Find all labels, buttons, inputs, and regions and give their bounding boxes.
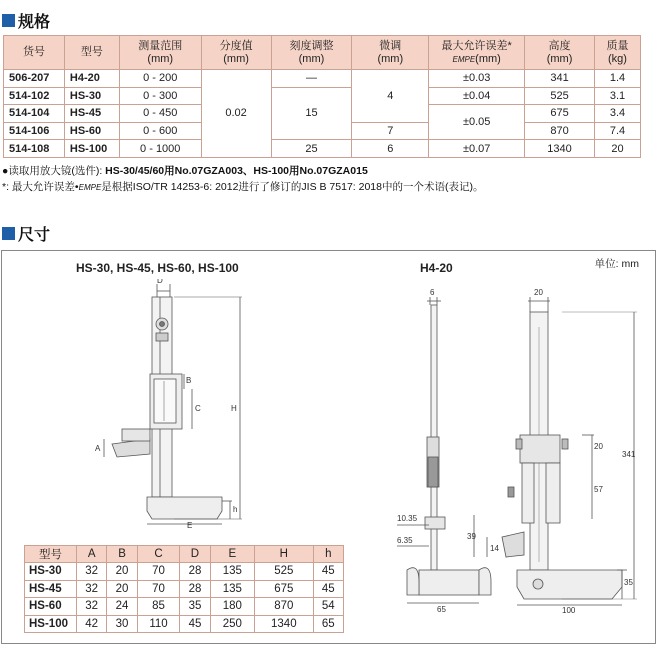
cell-code: 514-108 [4, 140, 65, 158]
dim-cell-model: HS-60 [25, 598, 77, 616]
dim-cell: 45 [313, 563, 343, 581]
dim-cell: 250 [210, 615, 254, 633]
dim-col-model: 型号 [25, 546, 77, 563]
dim-cell: 180 [210, 598, 254, 616]
spec-title-text: 规格 [18, 12, 51, 31]
spec-row [4, 87, 641, 105]
cell-fine-adj: 7 [352, 122, 429, 140]
dimension-table [24, 545, 344, 633]
note-magnifier-label: ●读取用放大镜(选件): [2, 165, 106, 177]
dim-cell: 525 [255, 563, 314, 581]
left-drawing-label: HS-30, HS-45, HS-60, HS-100 [76, 261, 239, 275]
dim-row [25, 615, 344, 633]
dim-cell: 42 [77, 615, 107, 633]
callout-20: 20 [594, 442, 603, 451]
callout-A: A [95, 444, 101, 453]
callout-H: H [231, 404, 237, 413]
dim-col-H: H [255, 546, 314, 563]
cell-range: 0 - 600 [119, 122, 201, 140]
callout-39: 39 [467, 532, 476, 541]
col-error: 最大允许误差* EMPE(mm) [429, 36, 525, 70]
dim-cell: 28 [180, 580, 210, 598]
dim-cell: 54 [313, 598, 343, 616]
col-code: 货号 [4, 36, 65, 70]
dim-cell: 870 [255, 598, 314, 616]
dim-cell: 24 [107, 598, 137, 616]
callout-E: E [187, 521, 193, 529]
callout-D: D [157, 279, 163, 285]
cell-model: H4-20 [64, 70, 119, 88]
cell-error: ±0.03 [429, 70, 525, 88]
cell-scale-adj: — [271, 70, 352, 88]
dims-section-title [2, 222, 50, 245]
dim-cell-model: HS-100 [25, 615, 77, 633]
dim-cell: 85 [137, 598, 180, 616]
callout-10-35: 10.35 [397, 514, 418, 523]
callout-100: 100 [562, 606, 576, 615]
note-empe-a: *: 最大允许误差• [2, 181, 79, 193]
dim-cell: 32 [77, 563, 107, 581]
unit-label: 单位: mm [594, 258, 639, 270]
callout-35: 35 [624, 578, 633, 587]
h4-front-drawing [462, 287, 642, 617]
col-height: 高度 (mm) [525, 36, 595, 70]
cell-mass: 20 [594, 140, 640, 158]
col-range: 测量范围 (mm) [119, 36, 201, 70]
cell-error: ±0.05 [429, 105, 525, 140]
dim-cell: 32 [77, 580, 107, 598]
right-drawing-label: H4-20 [420, 261, 453, 275]
callout-6-35: 6.35 [397, 536, 413, 545]
col-scale-adj: 刻度调整 (mm) [271, 36, 352, 70]
note-empe-sub: EMPE [78, 183, 102, 192]
callout-14: 14 [490, 544, 499, 553]
dim-col-A: A [77, 546, 107, 563]
cell-model: HS-100 [64, 140, 119, 158]
cell-mass: 1.4 [594, 70, 640, 88]
cell-range: 0 - 450 [119, 105, 201, 123]
cell-scale-adj: 25 [271, 140, 352, 158]
dim-cell-model: HS-30 [25, 563, 77, 581]
callout-B: B [186, 376, 192, 385]
note-magnifier [2, 163, 368, 178]
dims-title-text: 尺寸 [18, 225, 51, 244]
spec-header-row [4, 36, 641, 70]
cell-fine-adj: 6 [352, 140, 429, 158]
dim-col-h: h [313, 546, 343, 563]
col-model: 型号 [64, 36, 119, 70]
dim-cell-model: HS-45 [25, 580, 77, 598]
dim-col-D: D [180, 546, 210, 563]
dim-cell: 70 [137, 563, 180, 581]
section-square-icon [2, 227, 15, 240]
cell-error: ±0.04 [429, 87, 525, 105]
dim-cell: 135 [210, 563, 254, 581]
dim-row [25, 580, 344, 598]
hs-drawing [92, 279, 252, 529]
dim-col-C: C [137, 546, 180, 563]
spec-row [4, 70, 641, 88]
spec-table [3, 35, 641, 158]
dim-col-E: E [210, 546, 254, 563]
dim-cell: 32 [77, 598, 107, 616]
dim-row [25, 563, 344, 581]
cell-height: 525 [525, 87, 595, 105]
cell-code: 514-106 [4, 122, 65, 140]
spec-row [4, 140, 641, 158]
callout-65: 65 [437, 605, 446, 614]
cell-model: HS-30 [64, 87, 119, 105]
dim-cell: 45 [313, 580, 343, 598]
dim-cell: 28 [180, 563, 210, 581]
note-empe [2, 179, 483, 194]
dim-cell: 70 [137, 580, 180, 598]
cell-height: 1340 [525, 140, 595, 158]
dim-col-B: B [107, 546, 137, 563]
callout-h: h [233, 505, 238, 514]
cell-range: 0 - 300 [119, 87, 201, 105]
cell-height: 675 [525, 105, 595, 123]
cell-range: 0 - 200 [119, 70, 201, 88]
col-mass: 质量 (kg) [594, 36, 640, 70]
callout-57: 57 [594, 485, 603, 494]
cell-code: 506-207 [4, 70, 65, 88]
cell-fine-adj: 4 [352, 70, 429, 123]
note-magnifier-models: HS-30/45/60用No.07GZA003、HS-100用No.07GZA015 [105, 165, 368, 177]
cell-height: 870 [525, 122, 595, 140]
dim-row [25, 598, 344, 616]
cell-code: 514-104 [4, 105, 65, 123]
dim-cell: 1340 [255, 615, 314, 633]
dim-cell: 110 [137, 615, 180, 633]
cell-scale-adj: 15 [271, 87, 352, 140]
spec-section-title [2, 9, 50, 32]
dim-cell: 20 [107, 563, 137, 581]
callout-C: C [195, 404, 201, 413]
dim-cell: 45 [180, 615, 210, 633]
callout-20-top: 20 [534, 288, 543, 297]
dim-header-row [25, 546, 344, 563]
cell-mass: 3.1 [594, 87, 640, 105]
note-empe-b: 是根据ISO/TR 14253-6: 2012进行了修订的JIS B 7517: 2018中的一个术语(表记)。 [101, 181, 484, 193]
cell-mass: 7.4 [594, 122, 640, 140]
dimension-panel [1, 250, 656, 644]
cell-resolution: 0.02 [201, 70, 271, 158]
cell-error: ±0.07 [429, 140, 525, 158]
section-square-icon [2, 14, 15, 27]
cell-code: 514-102 [4, 87, 65, 105]
dim-cell: 65 [313, 615, 343, 633]
cell-range: 0 - 1000 [119, 140, 201, 158]
dim-cell: 30 [107, 615, 137, 633]
dim-cell: 35 [180, 598, 210, 616]
cell-model: HS-45 [64, 105, 119, 123]
dim-cell: 20 [107, 580, 137, 598]
col-resolution: 分度值 (mm) [201, 36, 271, 70]
cell-height: 341 [525, 70, 595, 88]
dim-cell: 135 [210, 580, 254, 598]
cell-mass: 3.4 [594, 105, 640, 123]
cell-model: HS-60 [64, 122, 119, 140]
callout-6: 6 [430, 288, 435, 297]
col-fine-adj: 微调 (mm) [352, 36, 429, 70]
callout-341: 341 [622, 450, 636, 459]
dim-cell: 675 [255, 580, 314, 598]
